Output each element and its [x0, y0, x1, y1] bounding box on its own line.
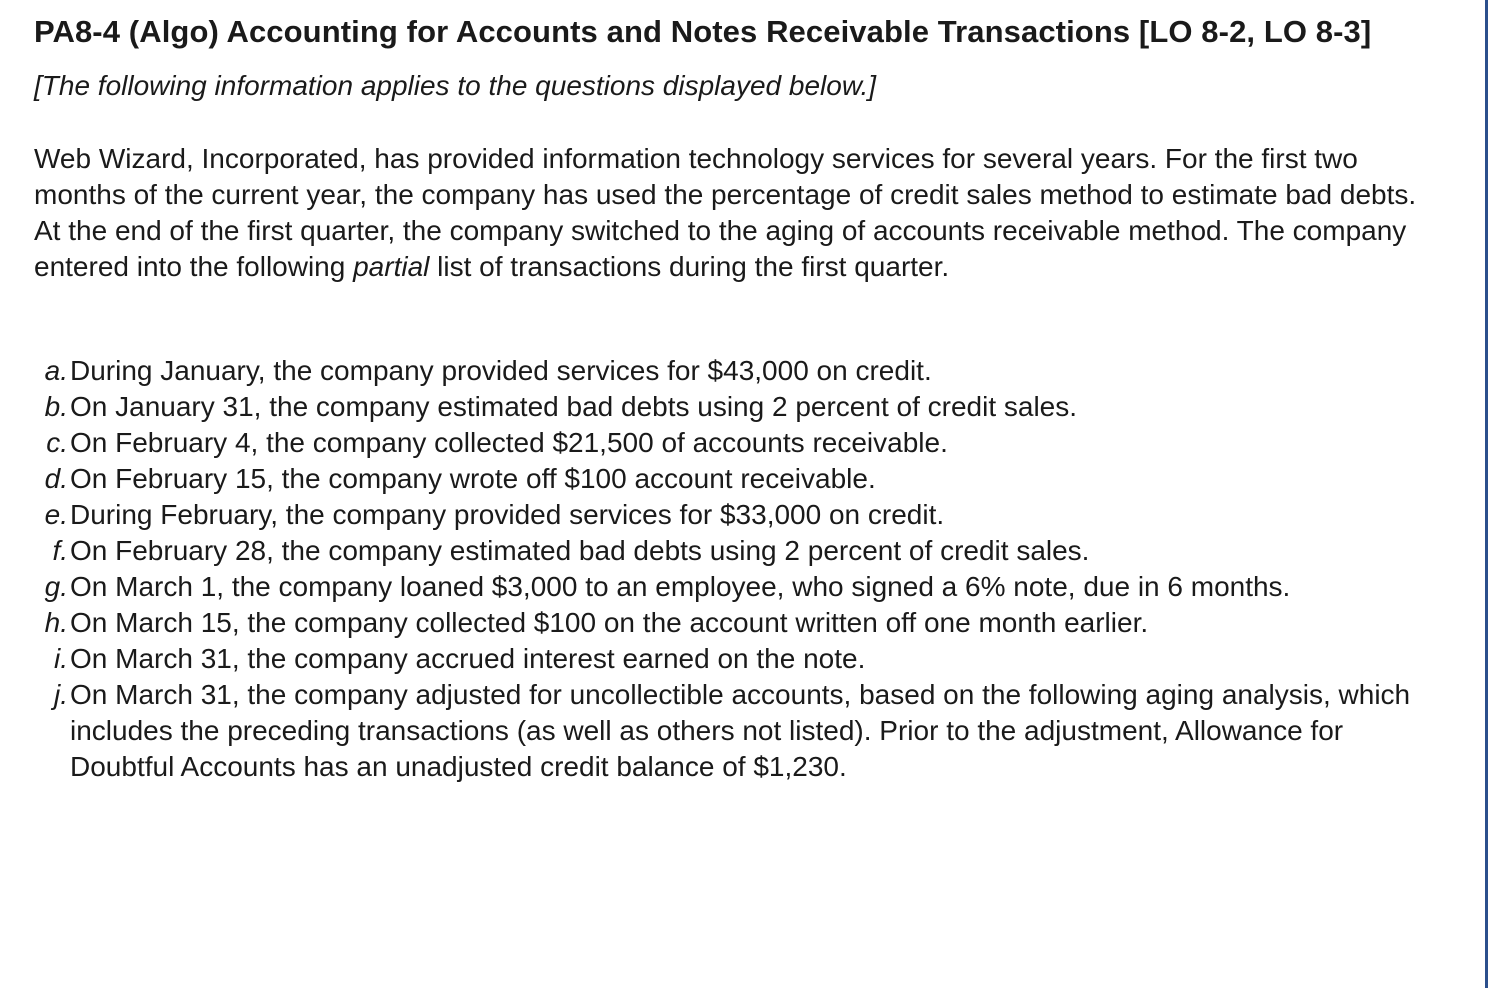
transaction-item-e — [34, 497, 1424, 533]
transaction-item-j — [34, 677, 1424, 785]
transaction-letter: b. — [44, 391, 68, 422]
transaction-item-b — [34, 389, 1424, 425]
transaction-text: During February, the company provided services for $33,000 on credit. — [70, 499, 945, 530]
transaction-letter: f. — [52, 535, 68, 566]
problem-title: PA8-4 (Algo) Accounting for Accounts and Notes Receivable Transactions [LO 8-2, LO 8-3] — [34, 14, 1372, 49]
transaction-text: On February 4, the company collected $21,500 of accounts receivable. — [70, 427, 948, 458]
transaction-text: On February 15, the company wrote off $100 account receivable. — [70, 463, 876, 494]
transaction-list — [34, 353, 1424, 785]
transaction-letter: j. — [54, 679, 68, 710]
transaction-letter: e. — [44, 499, 68, 530]
transaction-item-d — [34, 461, 1424, 497]
intro-paragraph — [34, 141, 1424, 285]
intro-italic-word: partial — [353, 251, 430, 282]
transaction-letter: c. — [46, 427, 68, 458]
transaction-text: During January, the company provided services for $43,000 on credit. — [70, 355, 932, 386]
transaction-text: On March 31, the company accrued interest earned on the note. — [70, 643, 866, 674]
transaction-item-h — [34, 605, 1424, 641]
transaction-item-a — [34, 353, 1424, 389]
transaction-text: On March 31, the company adjusted for uncollectible accounts, based on the following aging analysis, which includes the preceding transactions (as well as others not listed). Prior to the adjustment, Allowance for Doubtful Accounts has an unadjusted credit balance of $1,230. — [70, 679, 1411, 782]
intro-text-start: Web Wizard, Incorporated, has provided information technology services for several years. For the first two months of the current year, the company has used the percentage of credit sales method to estimate bad debts. At the end of the first quarter, the company switched to the aging of accounts receivable method. The company entered into the following — [34, 143, 1417, 282]
transaction-letter: a. — [44, 355, 68, 386]
transaction-item-g — [34, 569, 1424, 605]
problem-content — [34, 10, 1424, 785]
transaction-item-i — [34, 641, 1424, 677]
transaction-letter: i. — [54, 643, 68, 674]
transaction-text: On March 15, the company collected $100 on the account written off one month earlier. — [70, 607, 1149, 638]
transaction-text: On March 1, the company loaned $3,000 to an employee, who signed a 6% note, due in 6 months. — [70, 571, 1291, 602]
transaction-item-f — [34, 533, 1424, 569]
applies-note: [The following information applies to the questions displayed below.] — [34, 70, 877, 101]
transaction-letter: d. — [44, 463, 68, 494]
transaction-letter: g. — [44, 571, 68, 602]
transaction-letter: h. — [44, 607, 68, 638]
intro-text-end: list of transactions during the first quarter. — [429, 251, 950, 282]
transaction-item-c — [34, 425, 1424, 461]
transaction-text: On February 28, the company estimated bad debts using 2 percent of credit sales. — [70, 535, 1090, 566]
transaction-text: On January 31, the company estimated bad debts using 2 percent of credit sales. — [70, 391, 1078, 422]
